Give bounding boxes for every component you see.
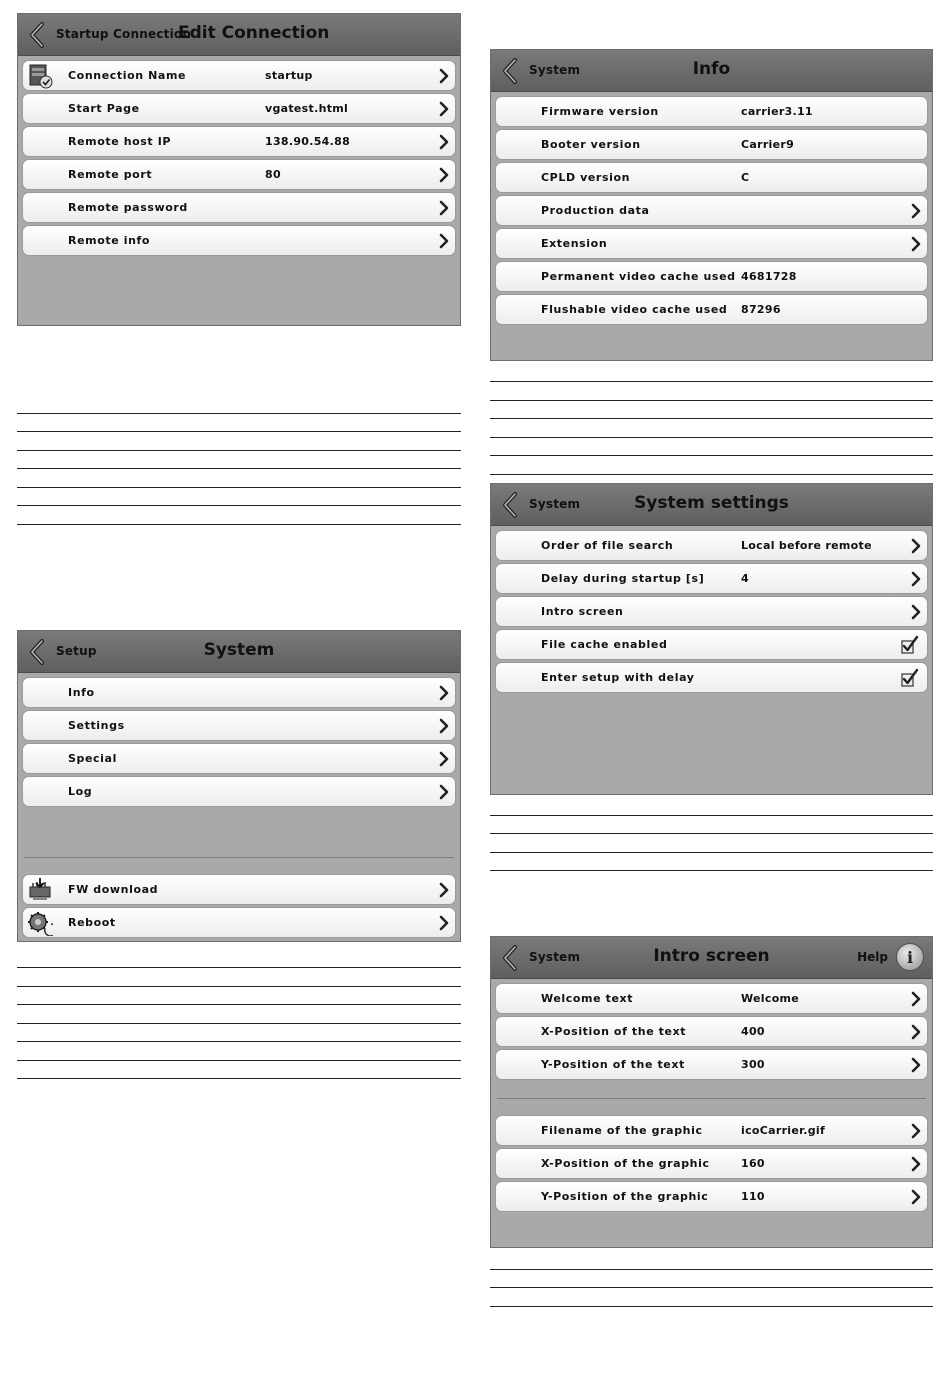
row-label: Remote host IP (68, 135, 172, 148)
system-settings-panel (490, 483, 933, 795)
rule-line (490, 870, 933, 871)
rule-line (490, 1287, 933, 1288)
list-item-x-position-graphic[interactable] (495, 1148, 928, 1179)
back-label[interactable]: System (529, 63, 581, 77)
list-item-production-data[interactable] (495, 195, 928, 226)
row-label: Reboot (68, 916, 116, 929)
list-item-start-page[interactable] (22, 93, 456, 124)
list-item-reboot[interactable] (22, 907, 456, 938)
panel-header (491, 484, 932, 526)
list-item-file-cache-enabled[interactable] (495, 629, 928, 660)
list-item-cpld-version (495, 162, 928, 193)
rule-line (17, 468, 461, 469)
edit-connection-panel (17, 13, 461, 326)
row-value: 4 (741, 572, 749, 585)
chevron-right-icon (439, 68, 449, 84)
row-label: FW download (68, 883, 159, 896)
chevron-right-icon (439, 882, 449, 898)
rule-line (17, 431, 461, 432)
row-label: Y-Position of the text (541, 1058, 685, 1071)
list-item-enter-setup-with-delay[interactable] (495, 662, 928, 693)
list-item-order-of-file-search[interactable] (495, 530, 928, 561)
row-label: Y-Position of the graphic (541, 1190, 709, 1203)
row-label: Welcome text (541, 992, 634, 1005)
row-label: Remote password (68, 201, 188, 214)
rule-line (17, 986, 461, 987)
page-title: Info (692, 59, 731, 79)
row-label: Flushable video cache used (541, 303, 728, 316)
back-label[interactable]: System (529, 497, 581, 511)
list-item-remote-password[interactable] (22, 192, 456, 223)
section-divider (497, 1098, 926, 1099)
row-label: Remote info (68, 234, 151, 247)
rule-line (17, 505, 461, 506)
system-panel (17, 630, 461, 942)
chevron-right-icon (439, 915, 449, 931)
list-item-fw-download[interactable] (22, 874, 456, 905)
list-item-permanent-cache (495, 261, 928, 292)
row-label: File cache enabled (541, 638, 668, 651)
chevron-right-icon (911, 1024, 921, 1040)
row-label: Settings (68, 719, 125, 732)
row-label: Connection Name (68, 69, 187, 82)
list-item-y-position-text[interactable] (495, 1049, 928, 1080)
list-item-remote-port[interactable] (22, 159, 456, 190)
back-chevron-icon[interactable] (28, 20, 46, 50)
chevron-right-icon (439, 101, 449, 117)
page-title: System (203, 640, 275, 660)
row-label: Start Page (68, 102, 140, 115)
row-label: Extension (541, 237, 608, 250)
chevron-right-icon (439, 784, 449, 800)
chevron-right-icon (439, 685, 449, 701)
row-value: Local before remote (741, 539, 872, 552)
rule-line (17, 967, 461, 968)
rule-line (17, 1023, 461, 1024)
page-title: System settings (634, 493, 789, 513)
list-item-y-position-graphic[interactable] (495, 1181, 928, 1212)
row-label: Firmware version (541, 105, 659, 118)
row-value: carrier3.11 (741, 105, 813, 118)
list-item-booter-version (495, 129, 928, 160)
chevron-right-icon (911, 203, 921, 219)
chevron-right-icon (439, 718, 449, 734)
intro-screen-panel (490, 936, 933, 1248)
rule-line (490, 1269, 933, 1270)
row-value: startup (265, 69, 313, 82)
chevron-right-icon (911, 538, 921, 554)
rule-line (17, 487, 461, 488)
row-label: Intro screen (541, 605, 624, 618)
row-label: Enter setup with delay (541, 671, 695, 684)
chevron-right-icon (911, 604, 921, 620)
panel-header (491, 50, 932, 92)
row-label: Booter version (541, 138, 641, 151)
back-label[interactable]: System (529, 950, 581, 964)
list-item-flushable-cache (495, 294, 928, 325)
row-value: icoCarrier.gif (741, 1124, 826, 1137)
chevron-right-icon (911, 1156, 921, 1172)
row-value: 300 (741, 1058, 765, 1071)
rule-line (17, 1004, 461, 1005)
rule-line (490, 437, 933, 438)
info-panel (490, 49, 933, 361)
rule-line (17, 1041, 461, 1042)
panel-header (18, 631, 460, 673)
list-item-connection-name[interactable] (22, 60, 456, 91)
row-value: 80 (265, 168, 281, 181)
rule-line (17, 450, 461, 451)
list-item-firmware-version (495, 96, 928, 127)
page-title: Edit Connection (178, 23, 330, 43)
row-value: 160 (741, 1157, 765, 1170)
row-value: 138.90.54.88 (265, 135, 351, 148)
chevron-right-icon (439, 134, 449, 150)
chevron-right-icon (911, 991, 921, 1007)
list-item-welcome-text[interactable] (495, 983, 928, 1014)
row-value: 110 (741, 1190, 765, 1203)
list-item-extension[interactable] (495, 228, 928, 259)
list-item-special[interactable] (22, 743, 456, 774)
row-value: Welcome (741, 992, 800, 1005)
chevron-right-icon (439, 167, 449, 183)
list-item-info[interactable] (22, 677, 456, 708)
row-label: X-Position of the graphic (541, 1157, 710, 1170)
rule-line (490, 400, 933, 401)
chevron-right-icon (439, 200, 449, 216)
list-item-remote-info[interactable] (22, 225, 456, 256)
list-item-remote-host-ip[interactable] (22, 126, 456, 157)
list-item-settings[interactable] (22, 710, 456, 741)
rule-line (490, 815, 933, 816)
row-label: Production data (541, 204, 650, 217)
row-value: 4681728 (741, 270, 797, 283)
row-label: Delay during startup [s] (541, 572, 705, 585)
panel-header (491, 937, 932, 979)
chevron-right-icon (911, 571, 921, 587)
rule-line (490, 381, 933, 382)
chevron-right-icon (439, 751, 449, 767)
rule-line (17, 1078, 461, 1079)
rule-line (17, 413, 461, 414)
page-title: Intro screen (653, 946, 770, 966)
list-item-filename-graphic[interactable] (495, 1115, 928, 1146)
row-label: Filename of the graphic (541, 1124, 703, 1137)
rule-line (490, 418, 933, 419)
list-item-log[interactable] (22, 776, 456, 807)
rule-line (490, 833, 933, 834)
chevron-right-icon (911, 1123, 921, 1139)
reboot-icon (27, 910, 53, 936)
rule-line (490, 474, 933, 475)
rule-line (17, 524, 461, 525)
row-value: 400 (741, 1025, 765, 1038)
info-icon[interactable]: i (896, 943, 924, 971)
back-label[interactable]: Setup (56, 644, 97, 658)
rule-line (17, 1060, 461, 1061)
row-label: CPLD version (541, 171, 631, 184)
row-label: Info (68, 686, 95, 699)
list-item-intro-screen[interactable] (495, 596, 928, 627)
server-icon (27, 63, 53, 89)
section-divider (24, 857, 454, 858)
back-label[interactable]: Startup Connection (56, 27, 192, 41)
chevron-right-icon (911, 1189, 921, 1205)
row-value: 87296 (741, 303, 781, 316)
chevron-right-icon (911, 1057, 921, 1073)
row-value: vgatest.html (265, 102, 349, 115)
row-value: C (741, 171, 750, 184)
rule-line (490, 455, 933, 456)
row-value: Carrier9 (741, 138, 795, 151)
checkmark-icon[interactable] (901, 635, 919, 655)
rule-line (490, 1306, 933, 1307)
checkmark-icon[interactable] (901, 668, 919, 688)
row-label: Remote port (68, 168, 153, 181)
list-item-delay-during-startup[interactable] (495, 563, 928, 594)
chevron-right-icon (439, 233, 449, 249)
panel-header (18, 14, 460, 56)
row-label: Permanent video cache used (541, 270, 736, 283)
row-label: Order of file search (541, 539, 674, 552)
chevron-right-icon (911, 236, 921, 252)
rule-line (490, 852, 933, 853)
download-icon (27, 877, 53, 903)
list-item-x-position-text[interactable] (495, 1016, 928, 1047)
row-label: X-Position of the text (541, 1025, 687, 1038)
row-label: Special (68, 752, 117, 765)
row-label: Log (68, 785, 93, 798)
help-label[interactable]: Help (857, 950, 888, 964)
